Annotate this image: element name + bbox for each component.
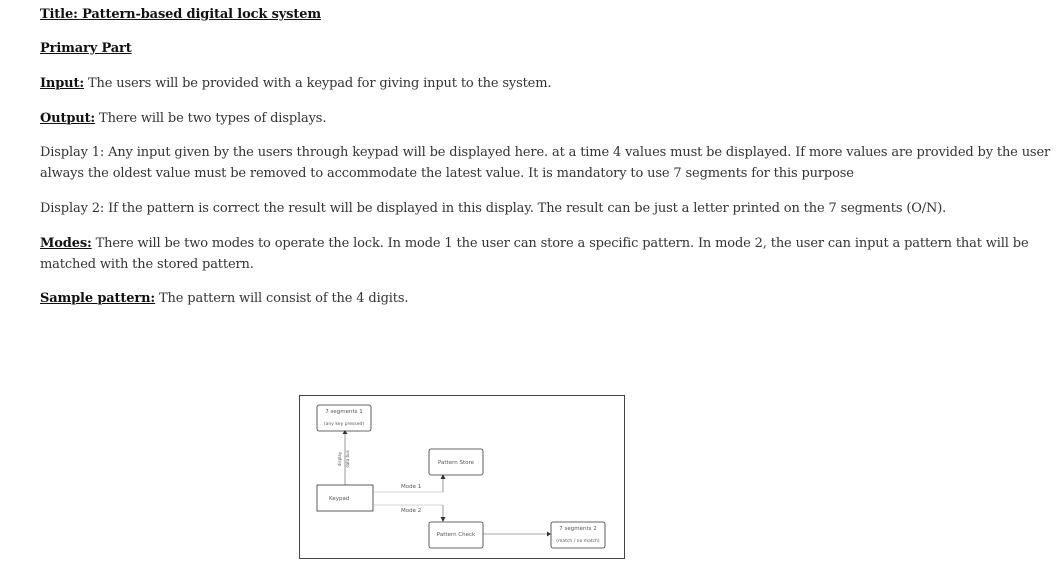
pattern-check-label: Pattern Check xyxy=(436,532,476,538)
sample-pattern-label: Sample pattern: xyxy=(40,291,156,306)
sample-pattern-text: The pattern will consist of the 4 digits. xyxy=(155,291,409,306)
seven-segment-2-subtitle: (match / no match) xyxy=(556,539,600,544)
pattern-store-label: Pattern Store xyxy=(437,460,475,466)
check-to-display2-arrowhead xyxy=(547,532,551,537)
primary-part-label: Primary Part xyxy=(40,41,132,56)
mode2-arrowhead xyxy=(441,517,446,522)
input-text: The users will be provided with a keypad for giving input to the system. xyxy=(83,76,552,91)
block-diagram xyxy=(299,395,625,559)
output-text: There will be two types of displays. xyxy=(95,111,327,126)
mode1-label: Mode 1 xyxy=(401,484,422,490)
input-paragraph xyxy=(40,73,551,94)
seven-segment-1-subtitle: (any key pressed) xyxy=(323,422,365,427)
bus-label-right: data bus xyxy=(345,450,350,468)
seven-segment-1-title: 7 segments 1 xyxy=(325,409,363,415)
input-label: Input: xyxy=(40,76,84,91)
modes-text: There will be two modes to operate the lock. In mode 1 the user can store a specific pattern. In mode 2, the user can input a pattern that will be matched with the stored pattern. xyxy=(40,236,1029,272)
display1-paragraph: Display 1: Any input given by the users through keypad will be displayed here. at a time 4 values must be displayed. If more values are provided by the user always the oldest value must be removed to accommodate the latest value. It is mandatory to use 7 segments for this purpose xyxy=(40,145,1051,181)
bus-label-left: display xyxy=(337,451,342,467)
output-paragraph xyxy=(40,108,326,129)
display2-paragraph: Display 2: If the pattern is correct the result will be displayed in this display. The result can be just a letter printed on the 7 segments (O/N). xyxy=(40,201,947,216)
mode2-label: Mode 2 xyxy=(401,508,422,514)
seven-segment-2-title: 7 segments 2 xyxy=(559,526,597,532)
output-label: Output: xyxy=(40,111,96,126)
modes-label: Modes: xyxy=(40,236,92,251)
keypad-label: Keypad xyxy=(329,496,350,502)
primary-part-heading xyxy=(40,38,132,59)
title-label: Title: Pattern-based digital lock system xyxy=(40,7,321,22)
block-diagram-svg xyxy=(300,396,626,560)
title-heading xyxy=(40,4,321,25)
sample-pattern-paragraph xyxy=(40,288,408,309)
modes-paragraph xyxy=(40,233,1055,275)
